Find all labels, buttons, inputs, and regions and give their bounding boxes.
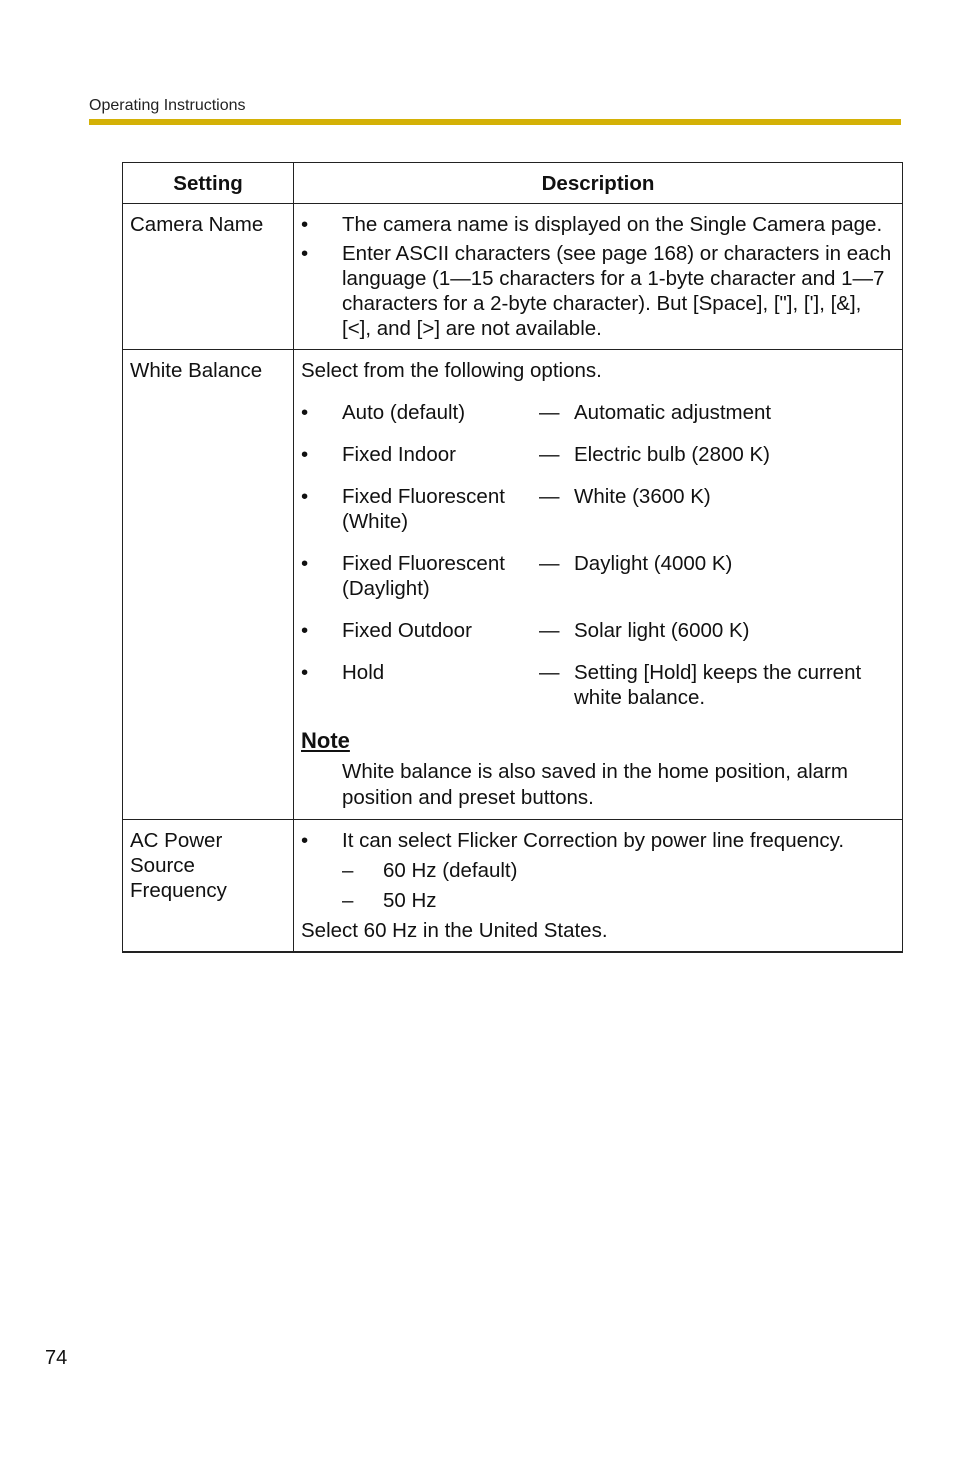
description-camera-name bbox=[294, 204, 903, 350]
ac-power-footer-text: Select 60 Hz in the United States. bbox=[301, 919, 608, 942]
page-number: 74 bbox=[45, 1347, 68, 1369]
bullet-icon: • bbox=[301, 443, 309, 466]
dash-icon: — bbox=[539, 661, 560, 684]
bullet-icon: • bbox=[301, 242, 309, 265]
list-item bbox=[301, 241, 895, 341]
running-header: Operating Instructions bbox=[89, 97, 246, 114]
bullet-icon: • bbox=[301, 829, 309, 852]
list-item bbox=[301, 828, 895, 853]
en-dash-icon: – bbox=[342, 889, 354, 912]
column-header-setting: Setting bbox=[123, 163, 294, 204]
option-name: Fixed Fluorescent (Daylight) bbox=[342, 552, 505, 600]
option-description: Setting [Hold] keeps the current white balance. bbox=[574, 661, 862, 709]
header-rule bbox=[89, 119, 901, 125]
sub-list-item bbox=[301, 858, 895, 883]
option-description: Solar light (6000 K) bbox=[574, 619, 750, 642]
list-item bbox=[301, 212, 895, 237]
bullet-text: Enter ASCII characters (see page 168) or characters in each language (1—15 characters for a 1-byte character and 1—7 characters for a 2-byte character). But [Space], ["], ['], [&], [<], and [>] are not available. bbox=[342, 242, 892, 340]
white-balance-intro: Select from the following options. bbox=[301, 359, 602, 382]
table-row bbox=[123, 204, 903, 350]
option-name: Fixed Fluorescent (White) bbox=[342, 485, 505, 533]
dash-icon: — bbox=[539, 619, 560, 642]
dash-icon: — bbox=[539, 401, 560, 424]
bullet-icon: • bbox=[301, 661, 309, 684]
setting-camera-name: Camera Name bbox=[123, 204, 294, 350]
description-white-balance bbox=[294, 350, 903, 820]
setting-ac-power-source-frequency: AC Power Source Frequency bbox=[123, 820, 294, 953]
dash-icon: — bbox=[539, 552, 560, 575]
option-name: Fixed Indoor bbox=[342, 443, 456, 466]
description-ac-power-source-frequency bbox=[294, 820, 903, 953]
en-dash-icon: – bbox=[342, 859, 354, 882]
sub-item-text: 60 Hz (default) bbox=[383, 859, 518, 882]
setting-white-balance: White Balance bbox=[123, 350, 294, 820]
option-description: Electric bulb (2800 K) bbox=[574, 443, 770, 466]
option-name: Hold bbox=[342, 661, 385, 684]
list-item bbox=[301, 551, 895, 601]
bullet-icon: • bbox=[301, 552, 309, 575]
option-description: White (3600 K) bbox=[574, 485, 711, 508]
option-description: Automatic adjustment bbox=[574, 401, 772, 424]
table-header-row bbox=[123, 163, 903, 204]
table-row bbox=[123, 820, 903, 953]
bullet-icon: • bbox=[301, 485, 309, 508]
bullet-text: It can select Flicker Correction by power line frequency. bbox=[342, 829, 845, 852]
dash-icon: — bbox=[539, 443, 560, 466]
list-item bbox=[301, 618, 895, 643]
note-text: White balance is also saved in the home position, alarm position and preset buttons. bbox=[342, 760, 848, 809]
list-item bbox=[301, 442, 895, 467]
option-name: Auto (default) bbox=[342, 401, 466, 424]
bullet-icon: • bbox=[301, 401, 309, 424]
bullet-text: The camera name is displayed on the Single Camera page. bbox=[342, 213, 883, 236]
sub-list-item bbox=[301, 888, 895, 913]
settings-table bbox=[122, 162, 903, 953]
option-description: Daylight (4000 K) bbox=[574, 552, 733, 575]
table-row bbox=[123, 350, 903, 820]
bullet-icon: • bbox=[301, 619, 309, 642]
note-heading: Note bbox=[301, 728, 350, 753]
list-item bbox=[301, 400, 895, 425]
sub-item-text: 50 Hz bbox=[383, 889, 437, 912]
list-item bbox=[301, 660, 895, 710]
bullet-icon: • bbox=[301, 213, 309, 236]
dash-icon: — bbox=[539, 485, 560, 508]
column-header-description: Description bbox=[294, 163, 903, 204]
list-item bbox=[301, 484, 895, 534]
option-name: Fixed Outdoor bbox=[342, 619, 472, 642]
